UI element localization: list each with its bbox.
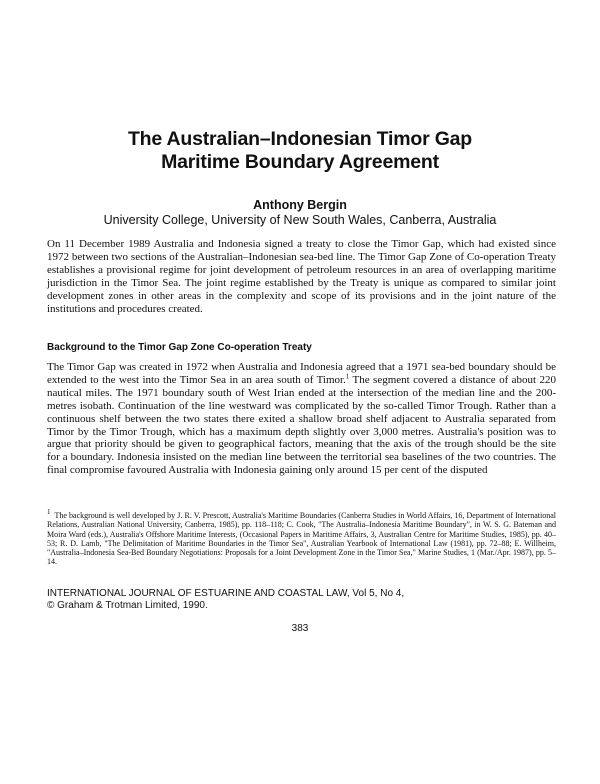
section-paragraph [47, 361, 556, 477]
page-number: 383 [291, 623, 309, 634]
author-affiliation: University College, University of New South Wales, Canberra, Australia [103, 213, 497, 227]
footnote-reference: 1 [345, 372, 350, 381]
footnote-number: 1 [47, 508, 51, 517]
journal-line-2: © Graham & Trotman Limited, 1990. [47, 600, 208, 611]
article-title [0, 128, 600, 174]
section-text-b: The segment covered a distance of about 220 nautical miles. The 1971 boundary south of West Irian ended at the intersection of the median line and the 200-metres isobath. Continuation of the line westward was complicated by the so-called Timor Trough. Rather than a continuous shelf between the two states there exited a shallow broad shelf adjacent to Australia separated from Timor by the Timor Trough, which has a maximum depth slightly over 3,000 metres. Australia's position was to argue that priority should be given to geographical factors, meaning that the axis of the trough should be the site for a boundary. Indonesia insisted on the median line between the territorial sea baselines of the two countries. The final compromise favoured Australia with Indonesia gaining only around 15 per cent of the disputed [47, 373, 556, 477]
author-name: Anthony Bergin [253, 198, 347, 212]
title-line-1: The Australian–Indonesian Timor Gap [127, 128, 473, 150]
footnote-text: The background is well developed by J. R. V. Prescott, Australia's Maritime Boundaries (Canberra Studies in World Affairs, 16, Department of International Relations, Australian National University, Canberra, 1985), pp. 118–118; C. Cook, "The Australia–Indonesia Maritime Boundary", in W. S. G. Bateman and Moira Ward (eds.), Australia's Offshore Maritime Interests, (Occasional Papers in Maritime Affairs, 3, Australian Centre for Maritime Studies, 1985), pp. 40–53; R. D. Lamb, "The Delimitation of Maritime Boundaries in the Timor Sea", Australian Yearbook of International Law (1981), pp. 72–88; E. Willheim, "Australia–Indonesia Sea-Bed Boundary Negotiations: Proposals for a Joint Development Zone in the Timor Sea," Marine Studies, 1 (Mar./Apr. 1987), pp. 5–14. [47, 511, 556, 567]
abstract-paragraph: On 11 December 1989 Australia and Indonesia signed a treaty to close the Timor Gap, which had existed since 1972 between two sections of the Australian–Indonesian sea-bed line. The Timor Gap Zone of Co-operation Treaty establishes a provisional regime for joint development of petroleum resources in an area of overlapping maritime jurisdiction in the Timor Sea. The joint regime established by the Treaty is unique as compared to similar joint development zones in other areas in the complexity and scope of its provisions and in the joint nature of the institutions and procedures created. [47, 238, 556, 315]
journal-citation [47, 588, 556, 612]
section-heading: Background to the Timor Gap Zone Co-operation Treaty [47, 342, 312, 353]
journal-line-1: INTERNATIONAL JOURNAL OF ESTUARINE AND COASTAL LAW, Vol 5, No 4, [47, 588, 405, 599]
section-text-a: The Timor Gap was created in 1972 when Australia and Indonesia agreed that a 1971 sea-bed boundary should be extended to the west into the Timor Sea in an area south of Timor. [47, 361, 556, 386]
footnote [47, 508, 556, 567]
title-line-2: Maritime Boundary Agreement [161, 151, 439, 173]
